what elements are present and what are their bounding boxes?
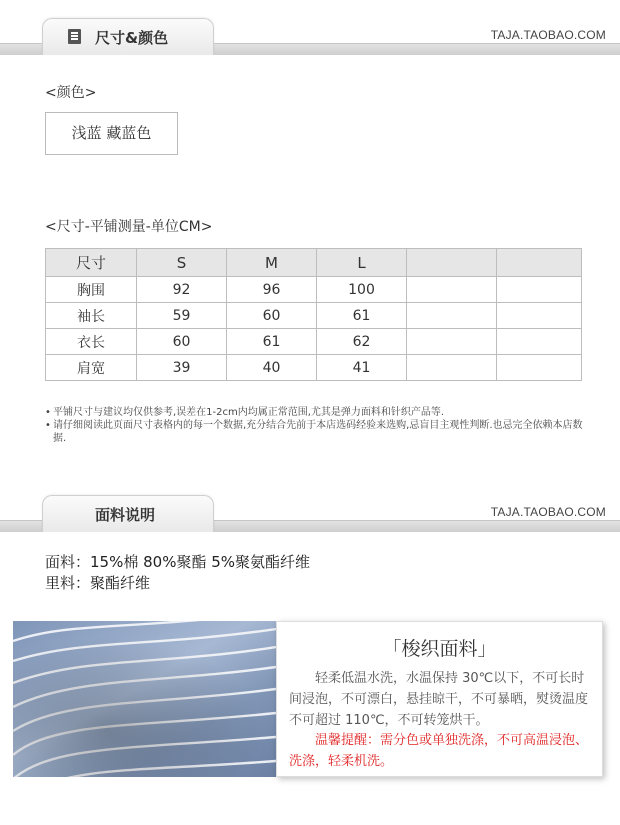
fabric-lining: 里料：聚酯纤维: [45, 574, 151, 592]
care-tip: 温馨提醒：需分色或单独洗涤，不可高温浸泡、洗涤，轻柔机洗。: [289, 733, 589, 769]
table-cell: 60: [227, 303, 317, 329]
table-cell: 肩宽: [46, 355, 137, 381]
header-cell: M: [227, 249, 317, 277]
header-tab: [42, 495, 214, 532]
table-cell: [407, 329, 497, 355]
fabric-outer: 面料：15%棉 80%聚酯 5%聚氨酯纤维: [45, 553, 311, 571]
table-cell: 96: [227, 277, 317, 303]
shop-url: TAJA.TAOBAO.COM: [490, 28, 606, 42]
care-instructions-card: [276, 621, 603, 777]
table-cell: 62: [317, 329, 407, 355]
care-body: 轻柔低温水洗，水温保持 30℃以下，不可长时间浸泡，不可漂白，悬挂晾干，不可暴晒，熨烫温度不可超过 110℃，不可转笼烘干。: [289, 671, 589, 728]
header-tab: [42, 18, 214, 55]
size-table-label: <尺寸-平铺测量-单位CM>: [45, 219, 213, 235]
document-icon: [68, 29, 81, 44]
note-item: • 平铺尺寸与建议均仅供参考,误差在1-2cm内均属正常范围,尤其是弹力面料和针织产品等.: [45, 406, 590, 419]
care-title: 「梭织面料」: [382, 638, 497, 660]
table-row: [46, 329, 582, 355]
header-cell: S: [137, 249, 227, 277]
section-header-size-color: [0, 17, 620, 55]
table-row: [46, 303, 582, 329]
table-cell: 100: [317, 277, 407, 303]
table-cell: 胸围: [46, 277, 137, 303]
table-cell: 61: [227, 329, 317, 355]
table-row: [46, 355, 582, 381]
section-header-fabric: [0, 494, 620, 532]
header-cell: [497, 249, 582, 277]
striped-fabric-image: [13, 621, 276, 777]
table-cell: 92: [137, 277, 227, 303]
table-cell: [407, 277, 497, 303]
table-cell: 袖长: [46, 303, 137, 329]
table-header-row: [46, 249, 582, 277]
table-cell: [407, 355, 497, 381]
table-cell: 61: [317, 303, 407, 329]
color-label: <颜色>: [45, 85, 97, 101]
header-tab-title: 尺寸&颜色: [95, 29, 169, 47]
table-cell: [407, 303, 497, 329]
header-cell: [407, 249, 497, 277]
table-cell: [497, 355, 582, 381]
header-tab-title: 面料说明: [95, 506, 156, 524]
fabric-photo: [13, 621, 276, 777]
header-cell: L: [317, 249, 407, 277]
shop-url: TAJA.TAOBAO.COM: [490, 505, 606, 519]
table-cell: 60: [137, 329, 227, 355]
table-cell: 39: [137, 355, 227, 381]
table-cell: [497, 329, 582, 355]
table-cell: 41: [317, 355, 407, 381]
note-item: • 请仔细阅读此页面尺寸表格内的每一个数据,充分结合先前于本店选码经验来选购,忌盲目主观性判断.也忌完全依赖本店数据.: [45, 419, 590, 445]
table-cell: 衣长: [46, 329, 137, 355]
size-notes: [45, 406, 590, 445]
size-table: [45, 248, 582, 381]
color-values: 浅蓝 藏蓝色: [45, 112, 178, 155]
header-cell: 尺寸: [46, 249, 137, 277]
table-cell: [497, 303, 582, 329]
table-row: [46, 277, 582, 303]
table-cell: [497, 277, 582, 303]
table-cell: 59: [137, 303, 227, 329]
table-cell: 40: [227, 355, 317, 381]
